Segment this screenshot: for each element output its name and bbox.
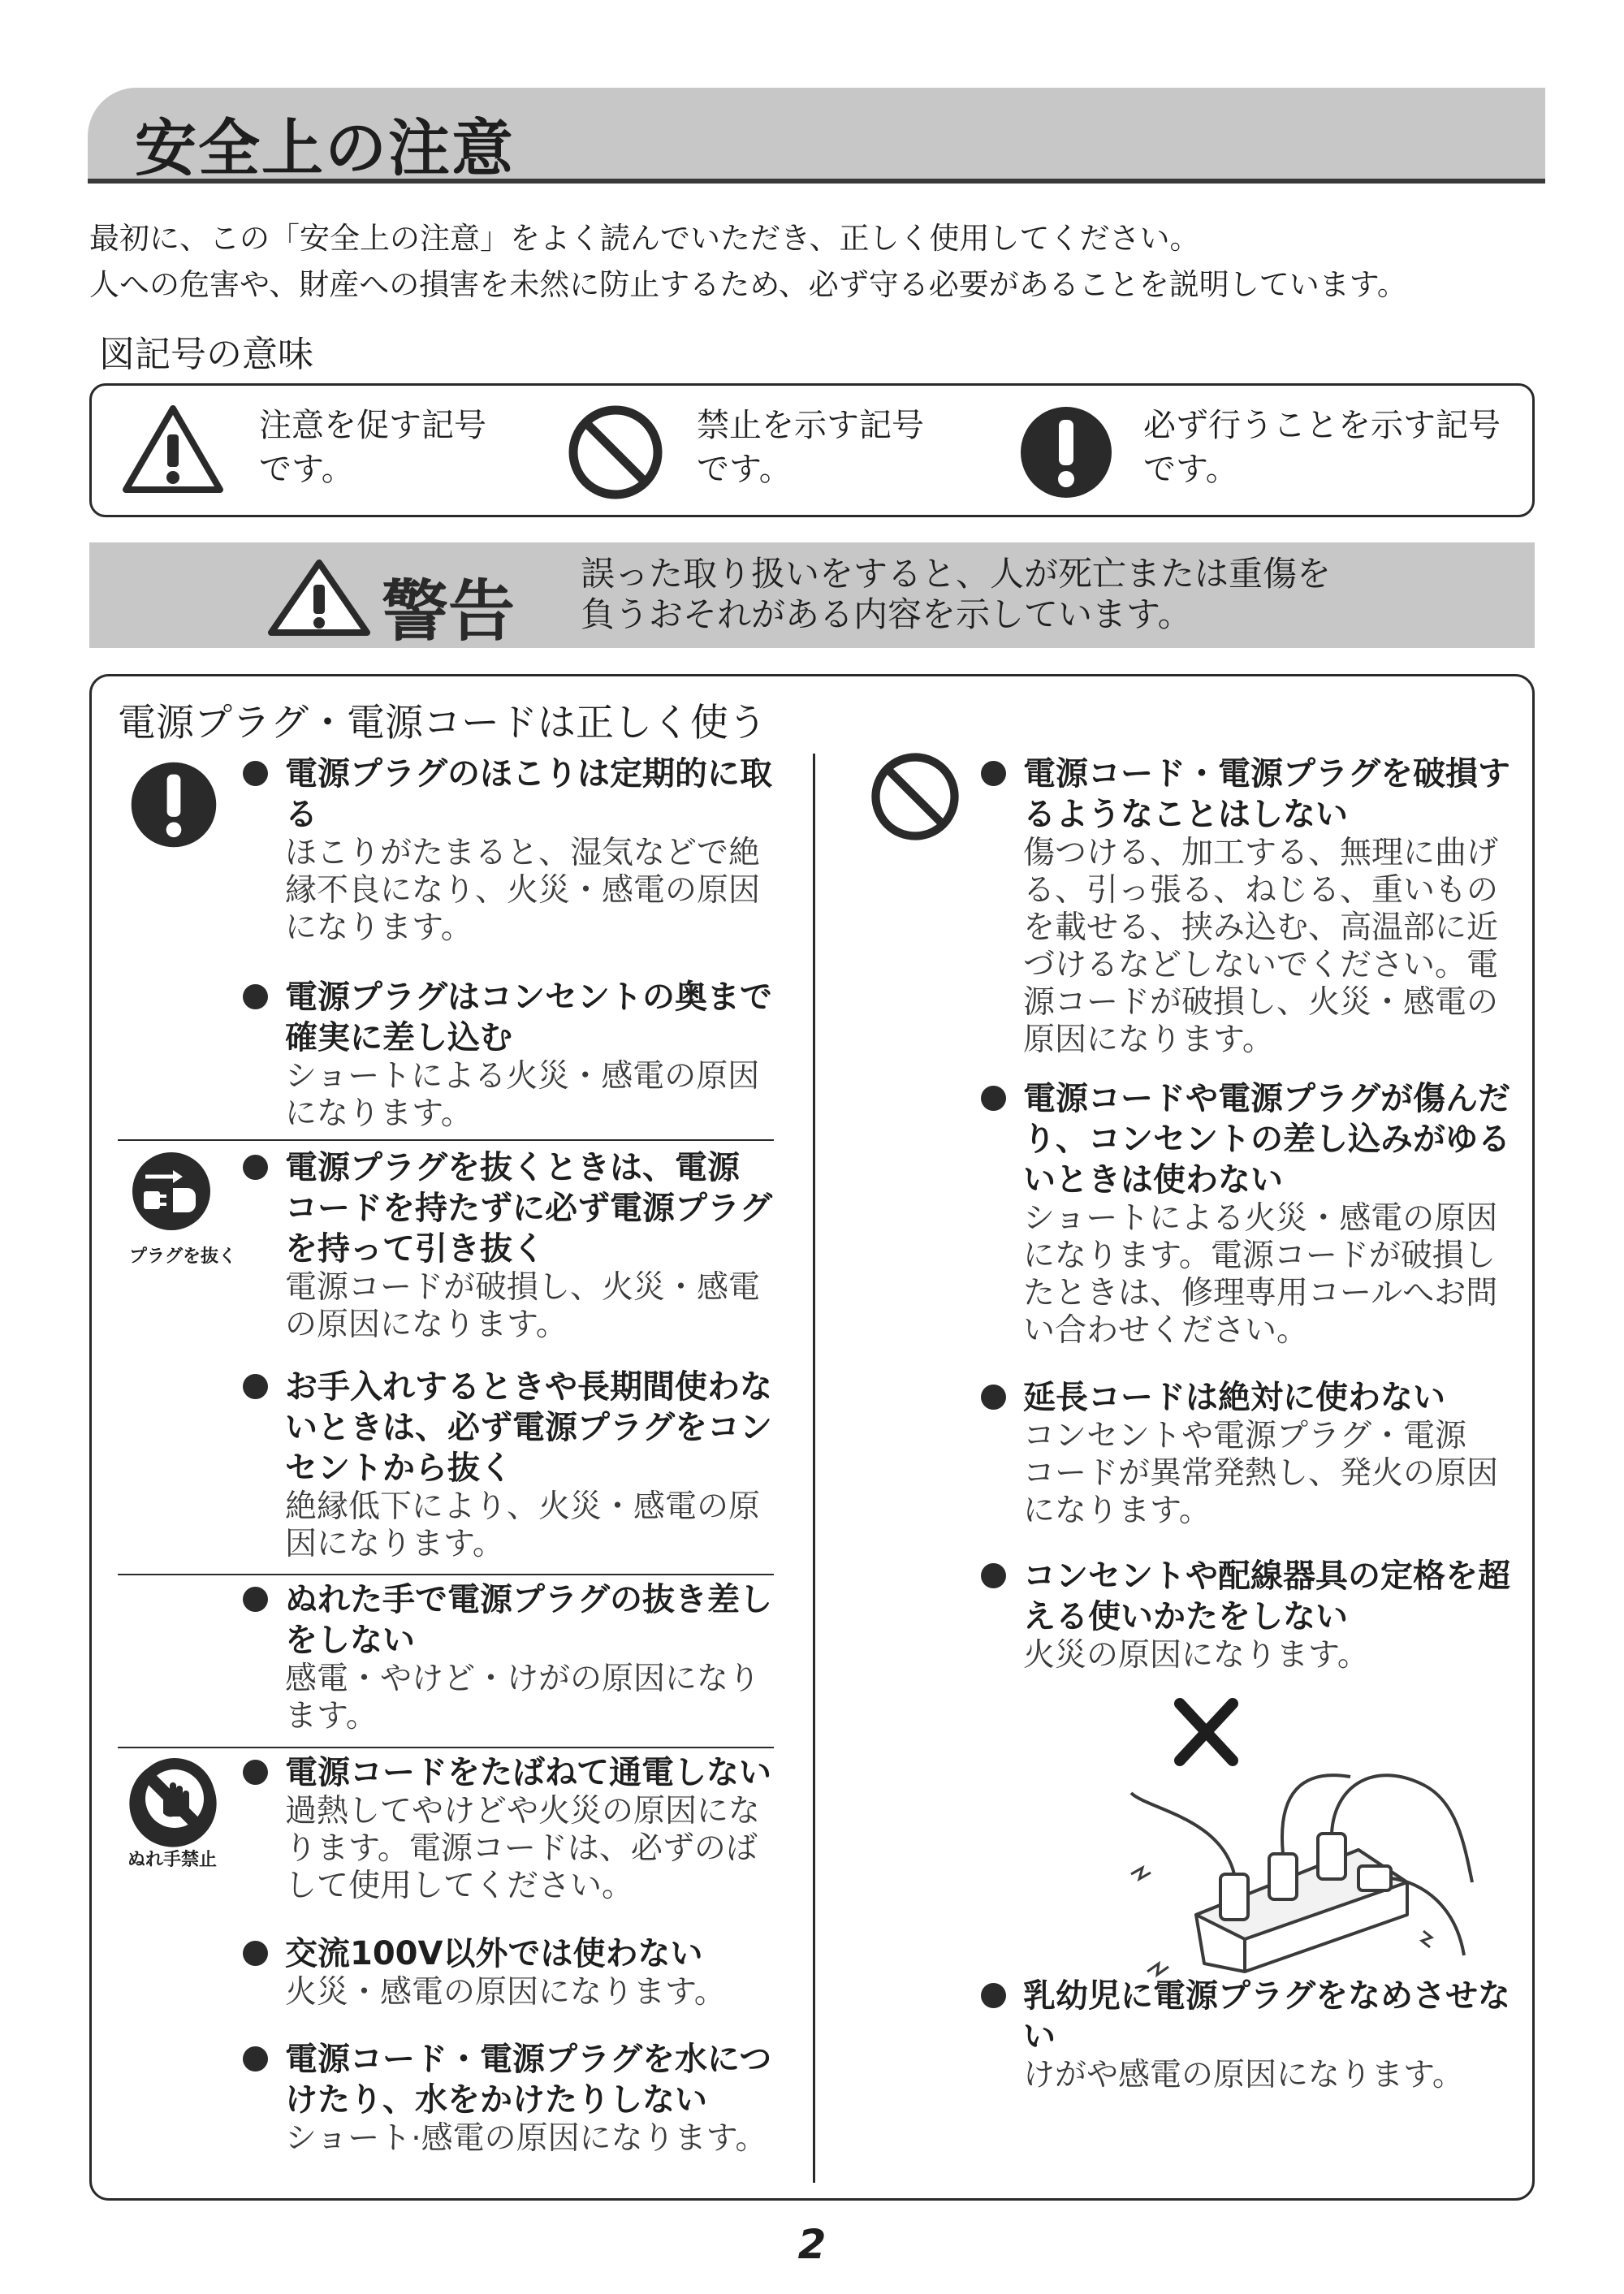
group-divider [118, 1139, 774, 1141]
bullet-icon [981, 1385, 1006, 1410]
bullet-icon [243, 1155, 268, 1180]
page-title: 安全上の注意 [135, 112, 515, 184]
intro-line-2: 人への危害や、財産への損害を未然に防止するため、必ず守る必要があることを説明しています。 [89, 267, 1407, 302]
list-item: 電源コードや電源プラグが傷んだ り、コンセントの差し込みがゆる いときは使わない ショートによる火災・感電の原因 になります。電源コードが破損し たときは、修理専用コールへお問 い合わせください。 [981, 1078, 1517, 1350]
list-item: 電源プラグはコンセントの奥まで 確実に差し込む ショートによる火災・感電の原因 になります。 [243, 977, 779, 1133]
power-plug-section [89, 674, 1535, 2201]
wet-hands-icon-caption: ぬれ手禁止 [127, 1850, 218, 1870]
warning-label: 警告 [382, 573, 516, 650]
mandatory-action-icon [1017, 404, 1115, 501]
list-item: 電源コード・電源プラグを破損す るようなことはしない 傷つける、加工する、無理に曲げ る、引っ張る、ねじる、重いもの を載せる、挟み込む、高温部に近 づけるなどしないでください。電 源コードが破損し、火災・感電の 原因になります。 [981, 754, 1517, 1059]
unplug-icon [131, 1151, 212, 1232]
bullet-icon [981, 761, 1006, 786]
prohibition-icon [870, 751, 961, 842]
group-divider [118, 1747, 774, 1748]
mandatory-symbol-line2: です。 [1143, 451, 1238, 488]
caution-symbol-line1: 注意を促す記号 [259, 407, 486, 444]
symbols-heading: 図記号の意味 [99, 334, 313, 375]
bullet-icon [243, 2046, 268, 2072]
bullet-icon [981, 1563, 1006, 1588]
bullet-icon [243, 1374, 268, 1399]
overloaded-power-strip-illustration [1099, 1696, 1480, 1980]
bullet-icon [243, 1941, 268, 1966]
bullet-icon [243, 1587, 268, 1612]
bullet-icon [981, 1086, 1006, 1111]
prohibition-symbol-line1: 禁止を示す記号 [697, 407, 924, 444]
list-item: 延長コードは絶対に使わない コンセントや電源プラグ・電源 コードが異常発熱し、発火の原因 になります。 [981, 1377, 1517, 1530]
bullet-icon [243, 1760, 268, 1785]
prohibition-icon [127, 1758, 218, 1849]
warning-desc-line2: 負うおそれがある内容を示しています。 [581, 594, 1192, 634]
list-item: コンセントや配線器具の定格を超 える使いかたをしない 火災の原因になります。 [981, 1556, 1517, 1674]
unplug-icon-caption: プラグを抜く [129, 1246, 237, 1267]
caution-triangle-icon [121, 404, 225, 495]
page-number: 2 [797, 2221, 827, 2268]
intro-line-1: 最初に、この「安全上の注意」をよく読んでいただき、正しく使用してください。 [89, 221, 1200, 256]
bullet-icon [243, 984, 268, 1009]
mandatory-symbol-line1: 必ず行うことを示す記号 [1143, 407, 1501, 444]
bullet-icon [981, 1983, 1006, 2008]
column-divider [813, 754, 815, 2183]
list-item: 交流100V以外では使わない 火災・感電の原因になります。 [243, 1933, 779, 2011]
section-heading: 電源プラグ・電源コードは正しく使う [118, 701, 767, 745]
list-item: お手入れするときや長期間使わな いときは、必ず電源プラグをコン セントから抜く 絶縁低下により、火災・感電の原 因になります。 [243, 1367, 779, 1563]
warning-desc-line1: 誤った取り扱いをすると、人が死亡または重傷を [581, 554, 1332, 594]
caution-symbol-line2: です。 [259, 451, 354, 488]
mandatory-action-icon [128, 759, 219, 850]
prohibition-symbol-line2: です。 [697, 451, 792, 488]
warning-triangle-icon [266, 559, 372, 637]
symbol-legend-box [89, 383, 1535, 517]
list-item: 乳幼児に電源プラグをなめさせない けがや感電の原因になります。 [981, 1976, 1517, 2094]
group-divider [118, 1574, 774, 1575]
list-item: 電源コードをたばねて通電しない 過熱してやけどや火災の原因にな ります。電源コードは、必ずのば して使用してください。 [243, 1752, 779, 1905]
prohibition-icon [567, 404, 664, 501]
list-item: 電源プラグを抜くときは、電源 コードを持たずに必ず電源プラグ を持って引き抜く 電源コードが破損し、火災・感電 の原因になります。 [243, 1147, 779, 1344]
list-item: 電源プラグのほこりは定期的に取 る ほこりがたまると、湿気などで絶 縁不良になり、火災・感電の原因 になります。 [243, 754, 779, 947]
list-item: ぬれた手で電源プラグの抜き差し をしない 感電・やけど・けがの原因になり ます。 [243, 1579, 779, 1735]
title-banner [88, 88, 1545, 184]
bullet-icon [243, 761, 268, 786]
list-item: 電源コード・電源プラグを水につ けたり、水をかけたりしない ショート·感電の原因になります。 [243, 2039, 779, 2158]
warning-bar [89, 542, 1535, 648]
